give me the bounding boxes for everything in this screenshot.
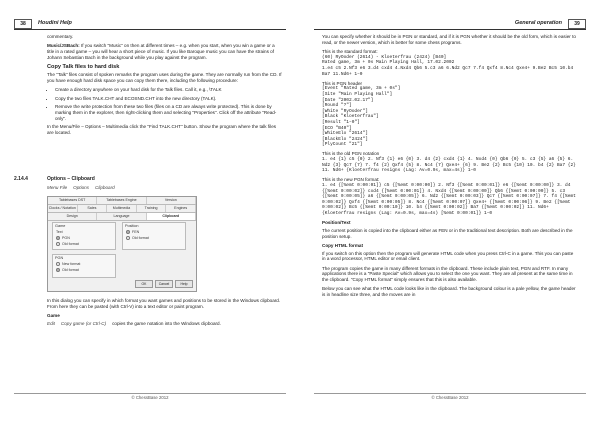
text-label-row	[56, 230, 112, 234]
ok-button[interactable]: OK	[135, 280, 153, 288]
option-label: PGN	[62, 236, 70, 240]
position-paragraph: The current position is copied into the clipboard either as FEN or in the traditional text description. Both are described in the position setup.	[322, 227, 573, 239]
html-paragraph-3: Below you can see what the HTML code looks like in the clipboard. The background colour is a pale yellow, the game header is in headline size three, and the moves are in	[322, 286, 576, 298]
option-label: Old format	[132, 236, 149, 240]
right-header-rule	[314, 29, 586, 30]
pgn-option-old[interactable]	[56, 268, 112, 272]
left-body-2	[47, 298, 283, 330]
tab-clocks-notation[interactable]: Clocks / Notation	[48, 206, 76, 210]
game-menu-item: Copy game (or Ctrl-C)	[60, 320, 107, 326]
old-notation-label: This is the old PGN notation	[322, 151, 380, 157]
menu-path-item: Menu File	[47, 185, 68, 190]
position-group	[122, 222, 186, 250]
text-label: Text	[56, 230, 63, 234]
format-intro: You can specify whether it should be in PGN or standard, and if it is PGN whether it should be the old form, which is easier to read, or the newer version, which is better for some chess programs.	[322, 34, 576, 45]
tab-clipboard[interactable]: Clipboard	[147, 213, 196, 220]
game-option-old[interactable]	[56, 242, 112, 246]
music-text: If you switch "Music" on then at different times – e.g. when you start, when you win a game or a title in a rated game – you will hear a short piece of music. If you like Baroque music you can have the strains of Johann Sebastian Bach in the background while you play against the program.	[47, 43, 275, 60]
standard-format-label: This is the standard format:	[322, 48, 378, 54]
pos-option-old[interactable]	[126, 236, 182, 240]
html-paragraph-1: If you switch on this option then the program will generate HTML code when you press Ctrl-C in a game. This you can paste in a word processor, HTML editor or email client.	[322, 250, 574, 262]
menu-path	[47, 185, 121, 190]
radio-icon[interactable]	[56, 268, 60, 272]
game-group-label: Game	[55, 224, 66, 228]
right-header-title: General operation	[514, 20, 562, 26]
list-item: • Create a directory anywhere on your hard disk for the Talk files. Call it, e.g., \TALK	[55, 87, 283, 93]
list-item: • Copy the two files TALK.CHT and ECOSND.CHT into the new directory (TALK).	[55, 96, 283, 102]
pgn-group	[52, 254, 116, 278]
commentary-text: commentary.	[47, 34, 74, 39]
radio-icon[interactable]	[56, 262, 60, 266]
tab-engines[interactable]: Engines	[166, 205, 196, 212]
dialog-buttons	[135, 280, 193, 288]
menu-path-item: Clipboard	[95, 185, 115, 190]
right-body	[322, 34, 579, 301]
right-footer-rule	[314, 393, 586, 394]
option-label: Old format	[62, 242, 79, 246]
section-number: 2.14.4	[14, 176, 28, 182]
option-label: New format	[62, 262, 81, 266]
option-label: Old format	[62, 268, 79, 272]
left-page-number: 38	[14, 19, 32, 29]
tab-multimedia[interactable]: Multimedia	[107, 205, 137, 212]
right-page	[300, 0, 600, 424]
tab-version[interactable]: Version	[147, 197, 196, 204]
tab-tablebases-dst[interactable]: Tablebases DST	[48, 197, 97, 204]
left-header	[14, 19, 286, 29]
left-body	[47, 34, 283, 139]
talk-steps	[47, 87, 283, 121]
game-text: copies the game notation into the Windows clipboard.	[112, 320, 221, 326]
position-heading: Position/Text	[322, 219, 351, 225]
tab-tablebases-engine[interactable]: Tablebases Engine	[97, 197, 146, 204]
standard-format-text: (60) RyOoder (2614) - Kloeterfrau (2424) [B40] Rated game, 3m + 0s Main Playing Hall, 17.02.2002 1.e4 c5 2.Nf3 e6 3.d4 cxd4 4.Nxd4 Qb6 5.c3 a6 6.Nd2 Qc7 7.f4 Qxf4 8.Nc4 Qxe4+ 9.Be2 Bc5 10.b4 Ba7 11.Nd6+ 1–0	[322, 54, 574, 77]
clipboard-options-dialog	[47, 196, 197, 292]
game-paragraph	[47, 321, 283, 327]
list-item: • Remove the write protection from these two files (files on a CD are always write protected). This is done by marking them in the explorer, then right-clicking them and selecting "Properties". Click off the attribute "Read-only".	[55, 104, 283, 121]
option-label: FEN	[132, 230, 140, 234]
right-page-number: 39	[568, 19, 586, 29]
radio-icon[interactable]	[126, 230, 130, 234]
pgn-option-new[interactable]	[56, 262, 112, 266]
tab-language[interactable]: Language	[97, 213, 146, 220]
pos-option-fen[interactable]	[126, 230, 182, 234]
html-heading: Copy HTML format	[322, 242, 364, 248]
new-format-label: This is the new PGN format:	[322, 177, 380, 183]
game-group	[52, 222, 116, 250]
music-paragraph	[47, 43, 283, 60]
right-header	[314, 19, 586, 29]
tab-row-1	[48, 197, 196, 205]
talk-heading: Copy Talk files to hard disk	[47, 63, 120, 70]
cancel-button[interactable]: Cancel	[155, 280, 173, 288]
tab-design[interactable]: Design	[48, 213, 97, 220]
old-notation-text: 1. e4 {1} c5 {0} 2. Nf3 {1} e6 {0} 3. d4 {2} cxd4 {1} 4. Nxd4 {0} Qb6 {0} 5. c3 {5} a6 {5} 6. Nd2 {3} Qc7 {7} 7. f4 {2} Qxf4 {5} 8. Nc4 {7} Qxe4+ {6} 9. Be2 {2} Bc5 {10} 10. b4 {2} Ba7 {2} 11. Nd6+ {Kloeterfrau resigns (Lag: Av=0.9s, max=4s)} 1–0	[322, 157, 579, 174]
left-footer: © ChessBase 2012	[131, 395, 169, 400]
clipboard-paragraph: In this dialog you can specify in which format you want games and positions to be stored in the Windows clipboard. From here they can be pasted (with Ctrl-V) into a text editor or paint program.	[47, 298, 281, 309]
game-option-pgn[interactable]	[56, 236, 112, 240]
talk-paragraph: The "Talk" files consist of spoken remarks the program uses during the game. They are normally run from the CD. If you have enough hard disk space you can copy them there, including the following procedure:	[47, 72, 282, 84]
tab-sales[interactable]: Sales	[78, 205, 108, 212]
left-header-title: Houdini Help	[38, 20, 72, 26]
pgn-header-label: This is PGN header	[322, 80, 363, 86]
tab-training[interactable]: Training	[137, 205, 167, 212]
left-footer-rule	[14, 393, 286, 394]
pgn-header-text: [Event "Rated game, 3m + 0s"] [Site "Main Playing Hall"] [Date "2002.02.17"] [Round "?"] [White "RyOoder"] [Black "Kloeterfrau"] [Result "1–0"] [ECO "B40"] [WhiteElo "2614"] [BlackElo "2424"] [PlyCount "21"]	[322, 86, 401, 148]
game-heading: Game	[47, 312, 60, 318]
music-label: Music/JSBach:	[47, 43, 80, 49]
new-notation-text: 1. e4 {[%emt 0:00:01]} c5 {[%emt 0:00:00]} 2. Nf3 {[%emt 0:00:01]} e6 {[%emt 0:00:00]} 3. d4 {[%emt 0:00:02]} cxd4 {[%emt 0:00:01]} 4. Nxd4 {[%emt 0:00:00]} Qb6 {[%emt 0:00:00]} 5. c3 {[%emt 0:00:05]} a6 {[%emt 0:00:05]} 6. Nd2 {[%emt 0:00:03]} Qc7 {[%emt 0:00:07]} 7. f4 {[%emt 0:00:02]} Qxf4 {[%emt 0:00:05]} 8. Nc4 {[%emt 0:00:07]} Qxe4+ {[%emt 0:00:06]} 9. Be2 {[%emt 0:00:02]} Bc5 {[%emt 0:00:10]} 10. b4 {[%emt 0:00:02]} Ba7 {[%emt 0:00:02]} 11. Nd6+ {Kloeterfrau resigns (Lag: Av=0.9s, max=4s) [%emt 0:00:01]} 1–0	[322, 183, 579, 216]
html-paragraph-2: The program copies the game in many different formats in the clipboard. These include plain text, PGN and RTF. In many applications there is a "Paste Special" which allows you to select the one you want. They are all present at the same time in the clipboard. "Copy HTML format" simply ensures that this is also available.	[322, 265, 573, 283]
tab-row-2	[48, 205, 196, 213]
multimedia-paragraph: In the Menu/File – Options – Multimedia click the "Find TALK.CHT" button. Show the program where the talk files are located.	[47, 124, 277, 136]
pgn-group-label: PGN	[55, 256, 64, 260]
section-title: Options – Clipboard	[47, 176, 95, 182]
radio-icon[interactable]	[56, 236, 60, 240]
right-footer: © ChessBase 2012	[431, 395, 469, 400]
help-button[interactable]: Help	[175, 280, 193, 288]
tab-row-3	[48, 213, 196, 221]
radio-icon[interactable]	[126, 236, 130, 240]
menu-path-item: Options	[73, 185, 90, 190]
left-header-rule	[14, 29, 286, 30]
position-group-label: Position	[125, 224, 139, 228]
radio-icon[interactable]	[56, 242, 60, 246]
game-menu-item: Edit	[47, 320, 55, 326]
